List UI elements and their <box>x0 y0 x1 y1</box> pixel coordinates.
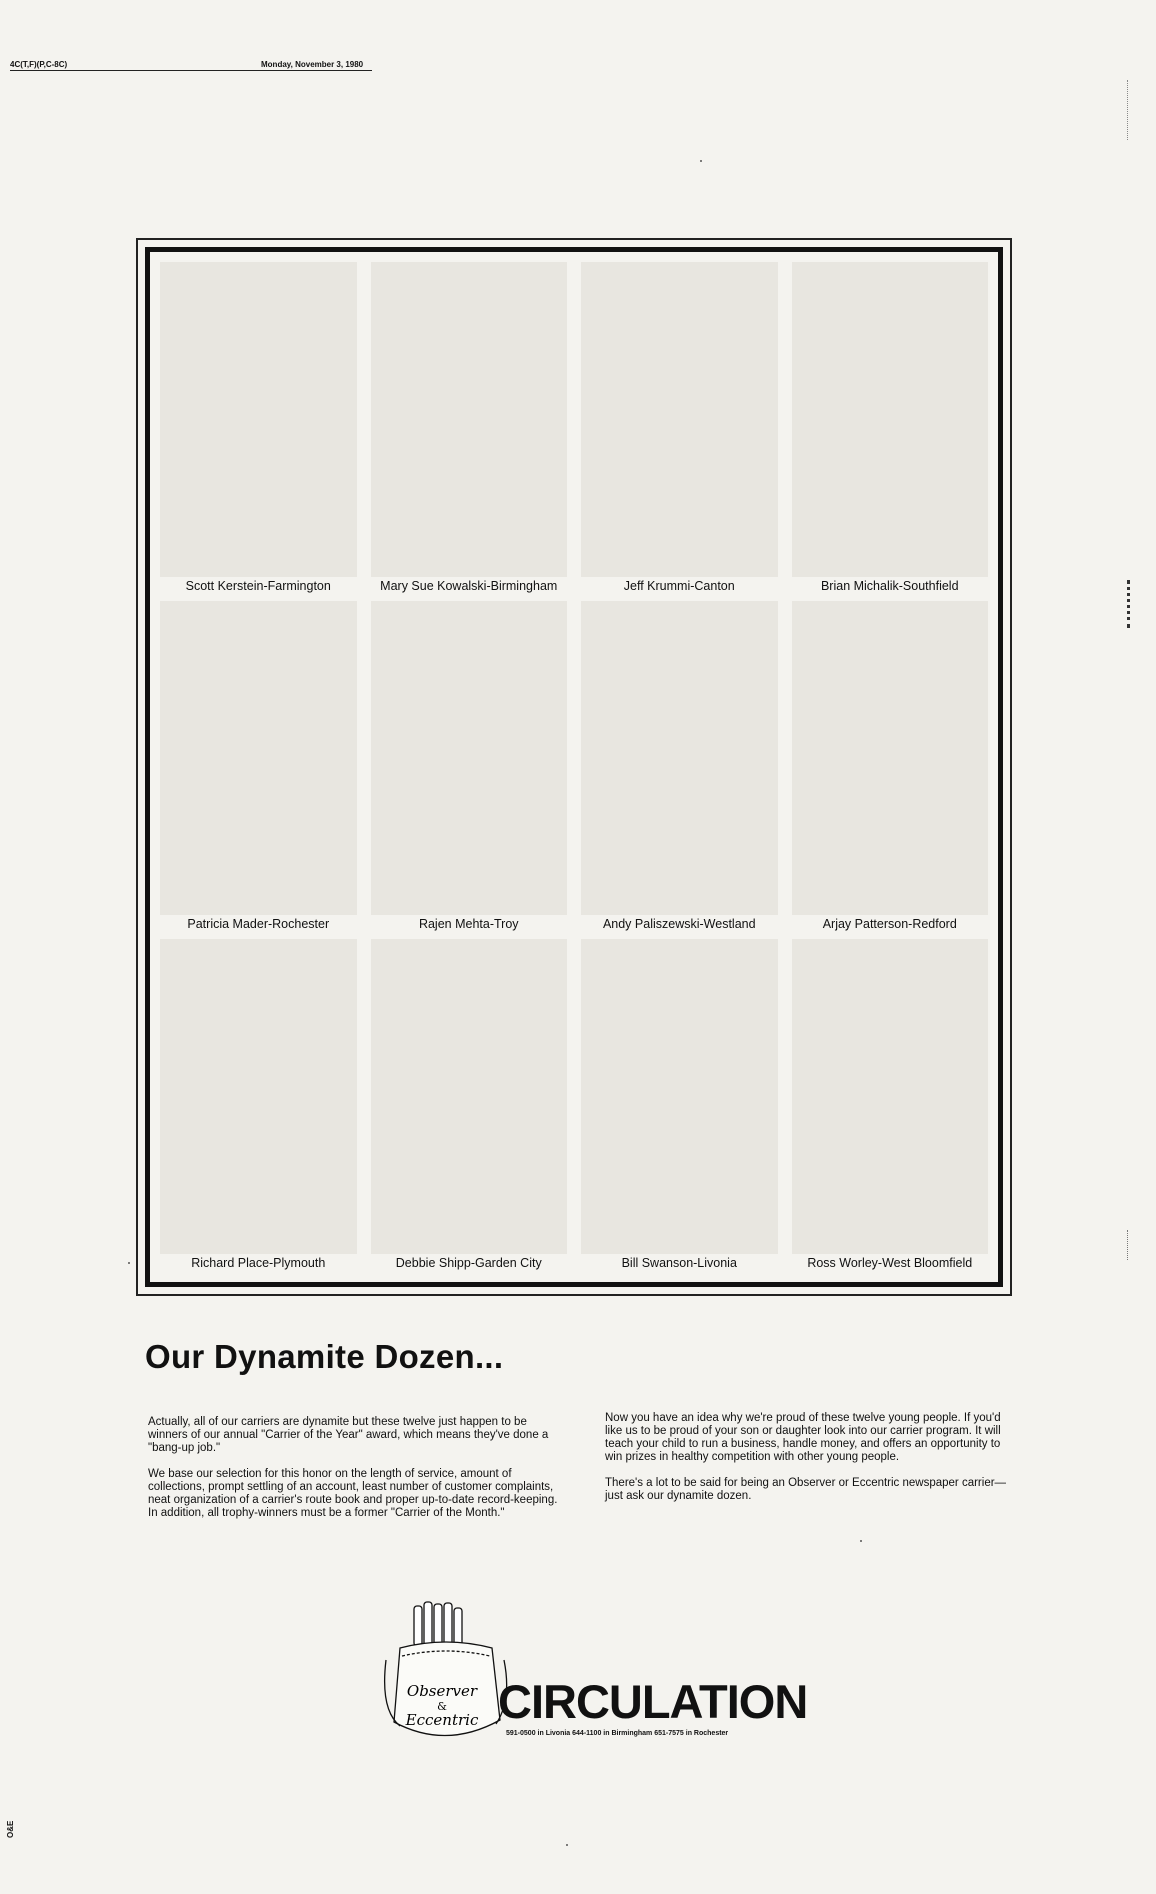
carrier-photo <box>792 601 989 916</box>
carrier-photo <box>581 601 778 916</box>
carrier-card <box>581 601 778 934</box>
page-folio <box>10 58 372 71</box>
carrier-photo <box>792 939 989 1254</box>
carrier-card <box>792 939 989 1272</box>
page-code: 4C(T,F)(P,C-8C) <box>10 60 68 69</box>
article-column-left <box>148 1416 568 1533</box>
carrier-caption: Patricia Mader-Rochester <box>187 917 330 932</box>
carrier-card <box>371 262 568 595</box>
paragraph: Actually, all of our carriers are dynamite but these twelve just happen to be winners of our annual "Carrier of the Year" award, which means they've done a "bang-up job." <box>148 1416 549 1454</box>
side-margin-mark: O&E <box>6 1820 15 1838</box>
bag-text-eccentric: Eccentric <box>405 1711 479 1729</box>
carrier-photo-grid <box>160 262 988 1272</box>
circulation-phone-numbers: 591-0500 in Livonia 644-1100 in Birmingham 651-7575 in Rochester <box>506 1730 729 1737</box>
photo-frame-inner <box>145 247 1003 1287</box>
carrier-card <box>792 601 989 934</box>
carrier-photo <box>581 939 778 1254</box>
carrier-photo <box>792 262 989 577</box>
bag-text-ampersand: & <box>437 1700 447 1713</box>
carrier-card <box>160 262 357 595</box>
carrier-caption: Scott Kerstein-Farmington <box>185 578 331 593</box>
carrier-caption: Debbie Shipp-Garden City <box>395 1255 542 1270</box>
carrier-photo <box>371 939 568 1254</box>
carrier-caption: Richard Place-Plymouth <box>191 1255 326 1270</box>
carrier-photo <box>371 262 568 577</box>
carrier-card <box>371 601 568 934</box>
photo-frame <box>136 238 1012 1296</box>
carrier-photo <box>371 601 568 916</box>
carrier-photo <box>160 939 357 1254</box>
carrier-caption: Rajen Mehta-Troy <box>418 917 519 932</box>
newspaper-bag-logo <box>380 1600 512 1750</box>
carrier-card <box>371 939 568 1272</box>
paragraph: We base our selection for this honor on the length of service, amount of collections, prompt settling of an account, least number of customer complaints, neat organization of a carrier's route book and proper up-to-date record-keeping. In addition, all trophy-winners must be a former "Carrier of the Month." <box>148 1468 558 1519</box>
carrier-photo <box>160 601 357 916</box>
carrier-photo <box>160 262 357 577</box>
carrier-caption: Jeff Krummi-Canton <box>623 578 735 593</box>
article-column-right <box>605 1412 1007 1516</box>
carrier-caption: Brian Michalik-Southfield <box>820 578 959 593</box>
paragraph: Now you have an idea why we're proud of these twelve young people. If you'd like us to be proud of your son or daughter look into our carrier program. It will teach your child to run a business, handle money, and offers an opportunity to win prizes in healthy competition with other young people. <box>605 1412 1001 1463</box>
carrier-card <box>581 262 778 595</box>
page-date: Monday, November 3, 1980 <box>261 60 364 69</box>
carrier-caption: Ross Worley-West Bloomfield <box>807 1255 973 1270</box>
carrier-caption: Andy Paliszewski-Westland <box>602 917 756 932</box>
carrier-caption: Mary Sue Kowalski-Birmingham <box>380 578 558 593</box>
circulation-wordmark: CIRCULATION <box>498 1675 808 1728</box>
carrier-photo <box>581 262 778 577</box>
bag-text-observer: Observer <box>406 1682 478 1700</box>
carrier-caption: Bill Swanson-Livonia <box>621 1255 737 1270</box>
headline: Our Dynamite Dozen... <box>145 1338 504 1375</box>
carrier-card <box>160 939 357 1272</box>
carrier-card <box>792 262 989 595</box>
paragraph: There's a lot to be said for being an Observer or Eccentric newspaper carrier—just ask our dynamite dozen. <box>605 1477 1007 1502</box>
carrier-card <box>160 601 357 934</box>
carrier-caption: Arjay Patterson-Redford <box>822 917 957 932</box>
carrier-card <box>581 939 778 1272</box>
